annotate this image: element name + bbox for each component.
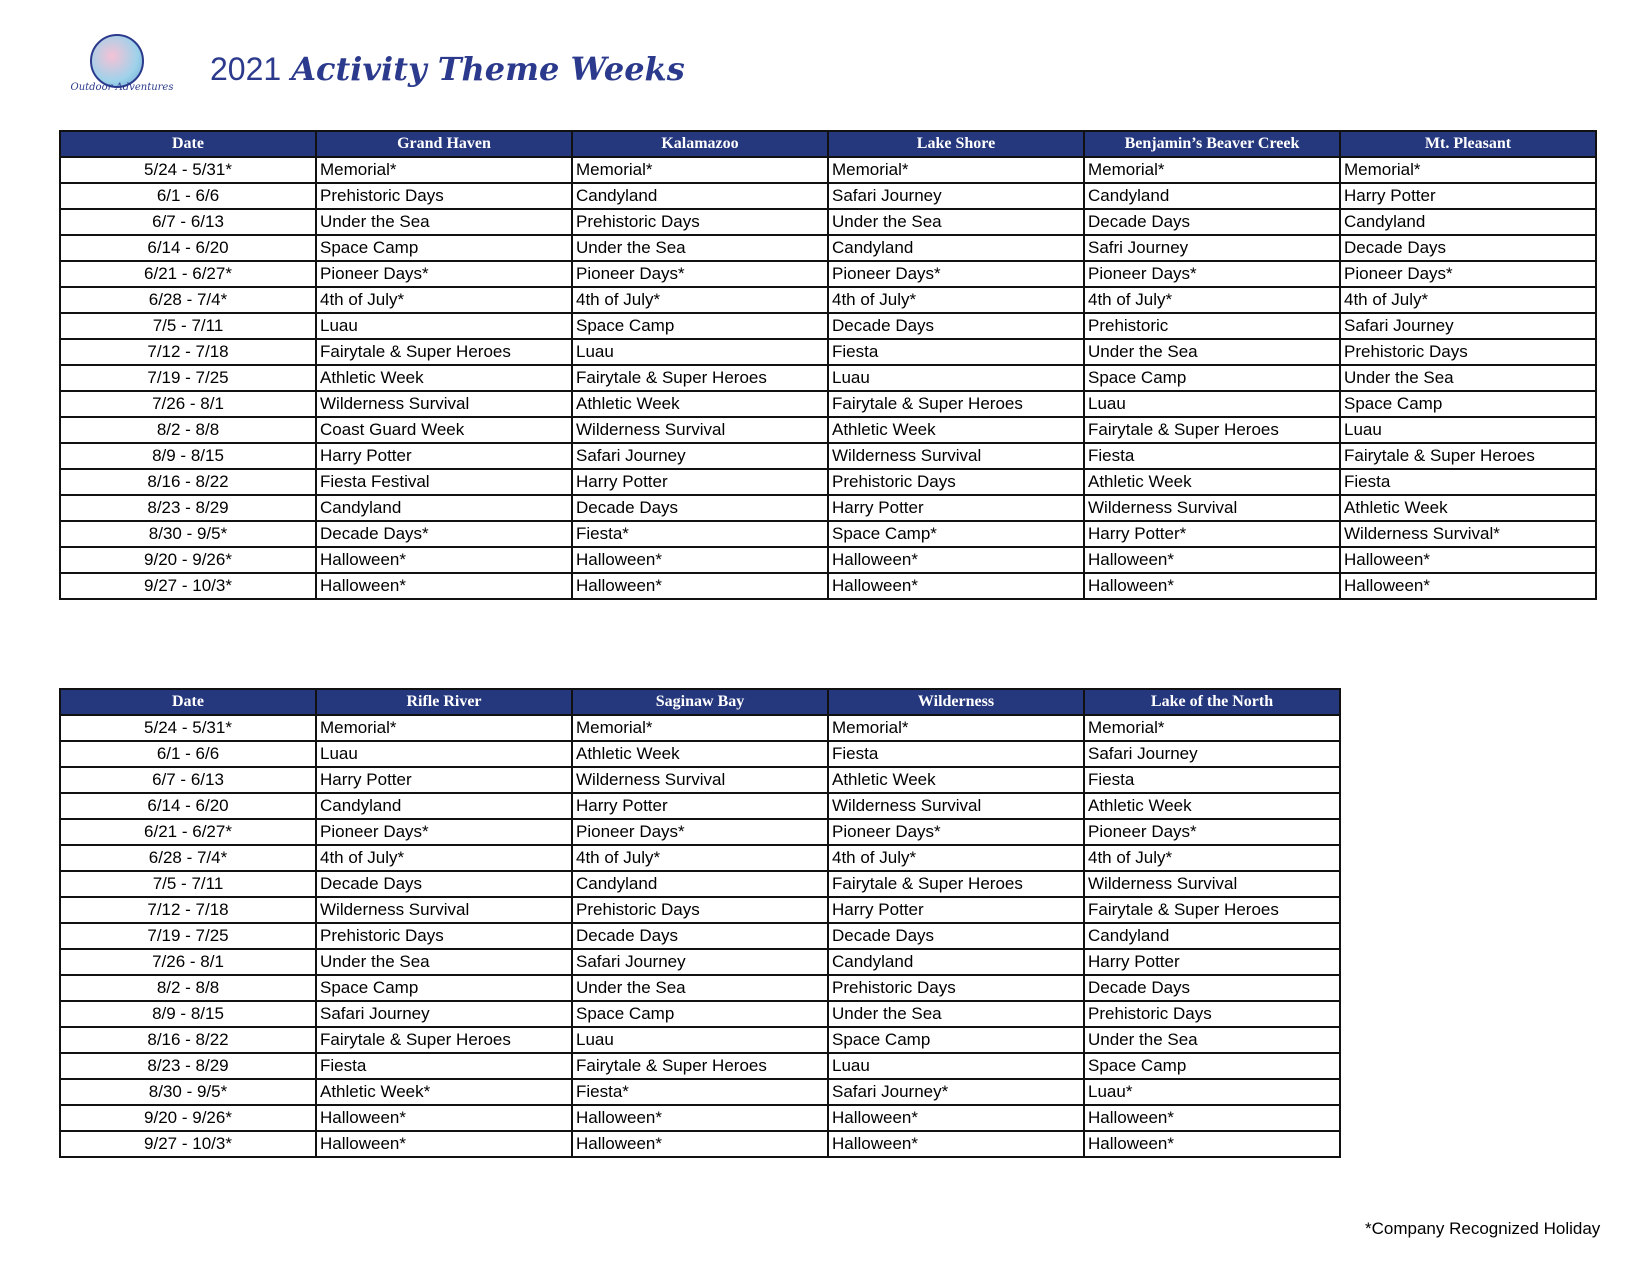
date-cell: 6/7 - 6/13 (60, 767, 316, 793)
theme-cell: Athletic Week (1340, 495, 1596, 521)
theme-cell: Candyland (1084, 923, 1340, 949)
theme-cell: Halloween* (1340, 547, 1596, 573)
table-row (60, 975, 1340, 1001)
theme-cell: Safri Journey (1084, 235, 1340, 261)
theme-cell: Space Camp (316, 235, 572, 261)
theme-cell: Memorial* (1084, 715, 1340, 741)
title-script: Activity Theme Weeks (291, 50, 685, 88)
theme-cell: Harry Potter (316, 767, 572, 793)
theme-cell: Luau (572, 1027, 828, 1053)
theme-cell: Wilderness Survival (316, 391, 572, 417)
theme-cell: Under the Sea (1340, 365, 1596, 391)
theme-cell: Luau (1084, 391, 1340, 417)
theme-cell: Harry Potter (316, 443, 572, 469)
theme-cell: Athletic Week (572, 391, 828, 417)
table-row (60, 469, 1596, 495)
date-cell: 6/28 - 7/4* (60, 845, 316, 871)
theme-cell: Fairytale & Super Heroes (316, 339, 572, 365)
date-cell: 7/19 - 7/25 (60, 923, 316, 949)
theme-cell: Under the Sea (1084, 339, 1340, 365)
table-row (60, 157, 1596, 183)
theme-cell: 4th of July* (572, 845, 828, 871)
theme-cell: 4th of July* (828, 287, 1084, 313)
date-cell: 7/12 - 7/18 (60, 897, 316, 923)
theme-cell: Memorial* (828, 157, 1084, 183)
theme-cell: Under the Sea (316, 949, 572, 975)
table-row (60, 767, 1340, 793)
theme-cell: Coast Guard Week (316, 417, 572, 443)
theme-cell: Space Camp (572, 313, 828, 339)
table-row (60, 871, 1340, 897)
date-cell: 7/12 - 7/18 (60, 339, 316, 365)
theme-cell: Decade Days* (316, 521, 572, 547)
date-cell: 7/19 - 7/25 (60, 365, 316, 391)
theme-cell: Space Camp* (828, 521, 1084, 547)
table-row (60, 547, 1596, 573)
theme-cell: Luau (316, 741, 572, 767)
theme-cell: Pioneer Days* (316, 261, 572, 287)
theme-cell: Halloween* (316, 547, 572, 573)
table-row (60, 235, 1596, 261)
theme-cell: Halloween* (316, 573, 572, 599)
theme-cell: Harry Potter (1084, 949, 1340, 975)
theme-cell: Memorial* (572, 715, 828, 741)
theme-cell: Safari Journey (1340, 313, 1596, 339)
date-cell: 8/2 - 8/8 (60, 975, 316, 1001)
theme-cell: Halloween* (316, 1105, 572, 1131)
theme-cell: Decade Days (316, 871, 572, 897)
theme-cell: Halloween* (572, 1131, 828, 1157)
theme-cell: Harry Potter (828, 495, 1084, 521)
theme-cell: Halloween* (1084, 1105, 1340, 1131)
theme-cell: 4th of July* (828, 845, 1084, 871)
logo-globe-icon (90, 34, 144, 88)
theme-cell: Halloween* (572, 573, 828, 599)
theme-cell: Decade Days (828, 923, 1084, 949)
date-cell: 9/20 - 9/26* (60, 547, 316, 573)
date-cell: 8/23 - 8/29 (60, 495, 316, 521)
theme-cell: Under the Sea (316, 209, 572, 235)
date-cell: 8/16 - 8/22 (60, 469, 316, 495)
theme-cell: 4th of July* (1340, 287, 1596, 313)
theme-cell: Candyland (1340, 209, 1596, 235)
theme-cell: 4th of July* (316, 845, 572, 871)
theme-cell: Under the Sea (572, 975, 828, 1001)
theme-cell: Pioneer Days* (316, 819, 572, 845)
table-row (60, 391, 1596, 417)
theme-cell: Under the Sea (828, 1001, 1084, 1027)
table-row (60, 715, 1340, 741)
table-row (60, 313, 1596, 339)
theme-cell: Under the Sea (572, 235, 828, 261)
theme-cell: Candyland (316, 495, 572, 521)
theme-cell: Decade Days (572, 923, 828, 949)
theme-cell: Prehistoric Days (316, 923, 572, 949)
theme-cell: Prehistoric Days (316, 183, 572, 209)
theme-cell: Fairytale & Super Heroes (316, 1027, 572, 1053)
table-row (60, 339, 1596, 365)
theme-cell: Pioneer Days* (828, 819, 1084, 845)
theme-cell: Halloween* (828, 547, 1084, 573)
date-cell: 6/21 - 6/27* (60, 261, 316, 287)
table-row (60, 1131, 1340, 1157)
theme-cell: Athletic Week* (316, 1079, 572, 1105)
date-cell: 5/24 - 5/31* (60, 715, 316, 741)
theme-cell: Safari Journey (828, 183, 1084, 209)
theme-cell: Wilderness Survival (316, 897, 572, 923)
holiday-footnote: *Company Recognized Holiday (1365, 1219, 1601, 1238)
theme-cell: Fairytale & Super Heroes (1084, 417, 1340, 443)
theme-cell: Fiesta* (572, 521, 828, 547)
table-row (60, 793, 1340, 819)
theme-cell: Memorial* (1084, 157, 1340, 183)
theme-cell: Halloween* (1084, 1131, 1340, 1157)
theme-cell: Fiesta (1084, 443, 1340, 469)
theme-cell: Memorial* (316, 715, 572, 741)
date-cell: 6/1 - 6/6 (60, 741, 316, 767)
table-row (60, 209, 1596, 235)
column-header-location: Mt. Pleasant (1340, 131, 1596, 157)
theme-cell: Under the Sea (828, 209, 1084, 235)
theme-cell: Decade Days (828, 313, 1084, 339)
table-row (60, 183, 1596, 209)
theme-cell: Harry Potter (1340, 183, 1596, 209)
theme-cell: Wilderness Survival (572, 417, 828, 443)
theme-cell: Decade Days (1084, 209, 1340, 235)
theme-cell: Halloween* (828, 1131, 1084, 1157)
theme-cell: Luau (1340, 417, 1596, 443)
theme-cell: Fiesta (828, 339, 1084, 365)
theme-cell: Halloween* (1340, 573, 1596, 599)
date-cell: 8/9 - 8/15 (60, 1001, 316, 1027)
theme-cell: Safari Journey (572, 949, 828, 975)
table-row (60, 897, 1340, 923)
date-cell: 6/1 - 6/6 (60, 183, 316, 209)
theme-cell: Halloween* (572, 547, 828, 573)
theme-cell: Prehistoric Days (828, 975, 1084, 1001)
date-cell: 8/30 - 9/5* (60, 521, 316, 547)
theme-cell: Safari Journey (1084, 741, 1340, 767)
theme-cell: Wilderness Survival (828, 443, 1084, 469)
table-row (60, 443, 1596, 469)
theme-cell: Harry Potter* (1084, 521, 1340, 547)
theme-cell: Pioneer Days* (1340, 261, 1596, 287)
theme-cell: Athletic Week (572, 741, 828, 767)
theme-cell: Safari Journey* (828, 1079, 1084, 1105)
page-title (210, 50, 685, 88)
theme-cell: Space Camp (828, 1027, 1084, 1053)
theme-cell: Candyland (572, 871, 828, 897)
theme-cell: Under the Sea (1084, 1027, 1340, 1053)
theme-cell: Pioneer Days* (828, 261, 1084, 287)
theme-cell: Fairytale & Super Heroes (1340, 443, 1596, 469)
date-cell: 8/2 - 8/8 (60, 417, 316, 443)
theme-cell: Athletic Week (1084, 469, 1340, 495)
theme-cell: Candyland (828, 949, 1084, 975)
theme-cell: Athletic Week (828, 417, 1084, 443)
theme-cell: Athletic Week (1084, 793, 1340, 819)
theme-cell: Wilderness Survival (1084, 495, 1340, 521)
column-header-location: Benjamin’s Beaver Creek (1084, 131, 1340, 157)
theme-cell: Space Camp (1084, 1053, 1340, 1079)
column-header-location: Wilderness (828, 689, 1084, 715)
theme-cell: Memorial* (572, 157, 828, 183)
theme-cell: Luau (316, 313, 572, 339)
table-row (60, 1027, 1340, 1053)
theme-cell: Fiesta (316, 1053, 572, 1079)
schedule-table-2 (59, 688, 1341, 1158)
theme-cell: Prehistoric Days (572, 209, 828, 235)
theme-cell: Fairytale & Super Heroes (828, 391, 1084, 417)
theme-cell: Prehistoric (1084, 313, 1340, 339)
theme-cell: Memorial* (316, 157, 572, 183)
company-logo (60, 30, 184, 96)
table-row (60, 1105, 1340, 1131)
theme-cell: Safari Journey (316, 1001, 572, 1027)
table-row (60, 287, 1596, 313)
theme-cell: Luau (828, 1053, 1084, 1079)
table-row (60, 923, 1340, 949)
theme-cell: Harry Potter (572, 793, 828, 819)
column-header-date: Date (60, 689, 316, 715)
column-header-location: Lake of the North (1084, 689, 1340, 715)
schedule-table-1 (59, 130, 1597, 600)
date-cell: 7/5 - 7/11 (60, 871, 316, 897)
theme-cell: 4th of July* (572, 287, 828, 313)
column-header-location: Grand Haven (316, 131, 572, 157)
theme-cell: Pioneer Days* (1084, 261, 1340, 287)
table-row (60, 949, 1340, 975)
theme-cell: Wilderness Survival* (1340, 521, 1596, 547)
date-cell: 7/26 - 8/1 (60, 949, 316, 975)
theme-cell: 4th of July* (316, 287, 572, 313)
date-cell: 8/9 - 8/15 (60, 443, 316, 469)
theme-cell: Wilderness Survival (572, 767, 828, 793)
date-cell: 5/24 - 5/31* (60, 157, 316, 183)
table-row (60, 495, 1596, 521)
table-row (60, 365, 1596, 391)
table-row (60, 741, 1340, 767)
title-year: 2021 (210, 51, 282, 87)
theme-cell: Fairytale & Super Heroes (1084, 897, 1340, 923)
theme-cell: Luau (572, 339, 828, 365)
theme-cell: Space Camp (1084, 365, 1340, 391)
theme-cell: Prehistoric Days (1340, 339, 1596, 365)
date-cell: 8/30 - 9/5* (60, 1079, 316, 1105)
theme-cell: Fiesta (1084, 767, 1340, 793)
table-row (60, 1001, 1340, 1027)
table-row (60, 573, 1596, 599)
theme-cell: Space Camp (316, 975, 572, 1001)
table-row (60, 521, 1596, 547)
theme-cell: Prehistoric Days (572, 897, 828, 923)
theme-cell: Luau (828, 365, 1084, 391)
theme-cell: Fairytale & Super Heroes (828, 871, 1084, 897)
theme-cell: Halloween* (1084, 547, 1340, 573)
table-row (60, 845, 1340, 871)
theme-cell: Pioneer Days* (572, 819, 828, 845)
theme-cell: Fiesta Festival (316, 469, 572, 495)
date-cell: 7/5 - 7/11 (60, 313, 316, 339)
theme-cell: Memorial* (1340, 157, 1596, 183)
date-cell: 9/27 - 10/3* (60, 573, 316, 599)
theme-cell: Halloween* (316, 1131, 572, 1157)
theme-cell: Wilderness Survival (828, 793, 1084, 819)
table-row (60, 819, 1340, 845)
theme-cell: Luau* (1084, 1079, 1340, 1105)
theme-cell: Candyland (1084, 183, 1340, 209)
theme-cell: Fiesta (1340, 469, 1596, 495)
theme-cell: Wilderness Survival (1084, 871, 1340, 897)
theme-cell: Decade Days (1084, 975, 1340, 1001)
theme-cell: Athletic Week (316, 365, 572, 391)
theme-cell: Halloween* (828, 573, 1084, 599)
table-header-row (60, 131, 1596, 157)
theme-cell: Safari Journey (572, 443, 828, 469)
column-header-location: Lake Shore (828, 131, 1084, 157)
date-cell: 8/16 - 8/22 (60, 1027, 316, 1053)
theme-cell: Fairytale & Super Heroes (572, 365, 828, 391)
theme-cell: Prehistoric Days (828, 469, 1084, 495)
date-cell: 6/14 - 6/20 (60, 793, 316, 819)
theme-cell: Fairytale & Super Heroes (572, 1053, 828, 1079)
theme-cell: Memorial* (828, 715, 1084, 741)
date-cell: 6/14 - 6/20 (60, 235, 316, 261)
theme-cell: Halloween* (572, 1105, 828, 1131)
table-row (60, 417, 1596, 443)
date-cell: 6/21 - 6/27* (60, 819, 316, 845)
theme-cell: 4th of July* (1084, 845, 1340, 871)
table-row (60, 261, 1596, 287)
column-header-location: Saginaw Bay (572, 689, 828, 715)
theme-cell: Space Camp (1340, 391, 1596, 417)
date-cell: 6/7 - 6/13 (60, 209, 316, 235)
date-cell: 8/23 - 8/29 (60, 1053, 316, 1079)
date-cell: 6/28 - 7/4* (60, 287, 316, 313)
theme-cell: Candyland (572, 183, 828, 209)
theme-cell: Pioneer Days* (572, 261, 828, 287)
theme-cell: Candyland (316, 793, 572, 819)
theme-cell: Decade Days (1340, 235, 1596, 261)
date-cell: 7/26 - 8/1 (60, 391, 316, 417)
date-cell: 9/20 - 9/26* (60, 1105, 316, 1131)
theme-cell: Prehistoric Days (1084, 1001, 1340, 1027)
theme-cell: Space Camp (572, 1001, 828, 1027)
theme-cell: Halloween* (1084, 573, 1340, 599)
theme-cell: Athletic Week (828, 767, 1084, 793)
theme-cell: Halloween* (828, 1105, 1084, 1131)
table-header-row (60, 689, 1340, 715)
column-header-location: Kalamazoo (572, 131, 828, 157)
theme-cell: Pioneer Days* (1084, 819, 1340, 845)
table-row (60, 1053, 1340, 1079)
theme-cell: Fiesta (828, 741, 1084, 767)
column-header-location: Rifle River (316, 689, 572, 715)
theme-cell: 4th of July* (1084, 287, 1340, 313)
theme-cell: Fiesta* (572, 1079, 828, 1105)
theme-cell: Harry Potter (572, 469, 828, 495)
theme-cell: Harry Potter (828, 897, 1084, 923)
logo-text: Outdoor Adventures (70, 82, 174, 93)
theme-cell: Decade Days (572, 495, 828, 521)
theme-cell: Candyland (828, 235, 1084, 261)
date-cell: 9/27 - 10/3* (60, 1131, 316, 1157)
column-header-date: Date (60, 131, 316, 157)
table-row (60, 1079, 1340, 1105)
